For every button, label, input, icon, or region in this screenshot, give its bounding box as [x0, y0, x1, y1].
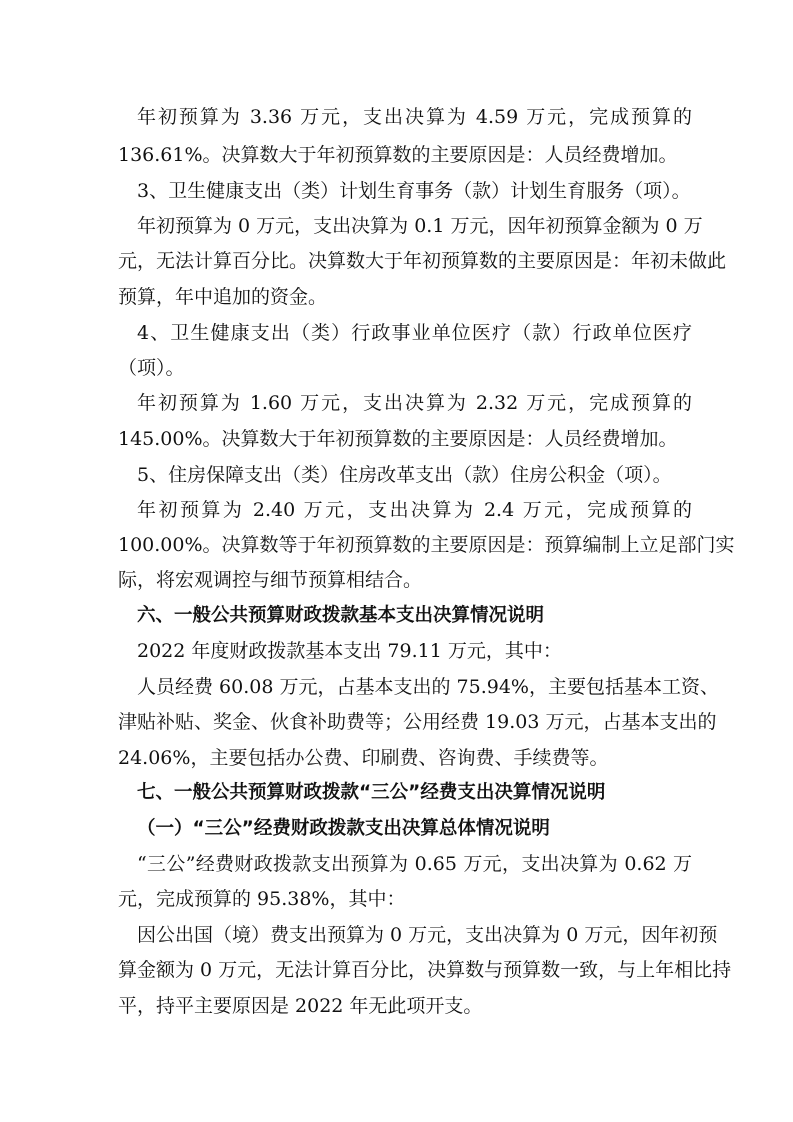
paragraph-line: 2022 年度财政拨款基本支出 79.11 万元，其中：	[137, 640, 562, 662]
list-item-heading: 5、住房保障支出（类）住房改革支出（款）住房公积金（项）。	[137, 464, 672, 486]
paragraph-line: 年初预算为 0 万元，支出决算为 0.1 万元，因年初预算金额为 0 万	[137, 215, 703, 237]
paragraph-line: 际，将宏观调控与细节预算相结合。	[118, 569, 423, 591]
section-heading: 六、一般公共预算财政拨款基本支出决算情况说明	[137, 605, 545, 626]
paragraph-line: 人员经费 60.08 万元，占基本支出的 75.94%，主要包括基本工资、	[137, 676, 719, 698]
paragraph-line: 元，完成预算的 95.38%，其中：	[118, 888, 406, 910]
list-item-heading: 4、卫生健康支出（类）行政事业单位医疗（款）行政单位医疗	[137, 322, 692, 344]
subsection-heading: （一）“三公”经费财政拨款支出决算总体情况说明	[137, 818, 550, 839]
paragraph-line: 算金额为 0 万元，无法计算百分比，决算数与预算数一致，与上年相比持	[118, 959, 732, 981]
paragraph-line: 100.00%。决算数等于年初预算数的主要原因是：预算编制上立足部门实	[118, 534, 735, 556]
paragraph-line: 元，无法计算百分比。决算数大于年初预算数的主要原因是：年初未做此	[118, 250, 727, 272]
paragraph-line: 136.61%。决算数大于年初预算数的主要原因是：人员经费增加。	[118, 144, 678, 166]
paragraph-line: “三公”经费财政拨款支出预算为 0.65 万元，支出决算为 0.62 万	[137, 853, 692, 875]
paragraph-line: 平，持平主要原因是 2022 年无此项开支。	[118, 995, 483, 1017]
list-item-heading: （项）。	[118, 357, 185, 379]
paragraph-line: 145.00%。决算数大于年初预算数的主要原因是：人员经费增加。	[118, 428, 678, 450]
paragraph-line: 津贴补贴、奖金、伙食补助费等；公用经费 19.03 万元，占基本支出的	[118, 711, 717, 733]
paragraph-line: 年初预算为 1.60 万元，支出决算为 2.32 万元，完成预算的	[137, 392, 692, 414]
paragraph-line: 预算，年中追加的资金。	[118, 286, 328, 308]
list-item-heading: 3、卫生健康支出（类）计划生育事务（款）计划生育服务（项）。	[137, 180, 691, 202]
section-heading: 七、一般公共预算财政拨款“三公”经费支出决算情况说明	[137, 782, 606, 803]
paragraph-line: 24.06%，主要包括办公费、印刷费、咨询费、手续费等。	[118, 747, 609, 769]
paragraph-line: 年初预算为 3.36 万元，支出决算为 4.59 万元，完成预算的	[137, 106, 692, 128]
paragraph-line: 因公出国（境）费支出预算为 0 万元，支出决算为 0 万元，因年初预	[137, 924, 718, 946]
paragraph-line: 年初预算为 2.40 万元，支出决算为 2.4 万元，完成预算的	[137, 499, 692, 521]
